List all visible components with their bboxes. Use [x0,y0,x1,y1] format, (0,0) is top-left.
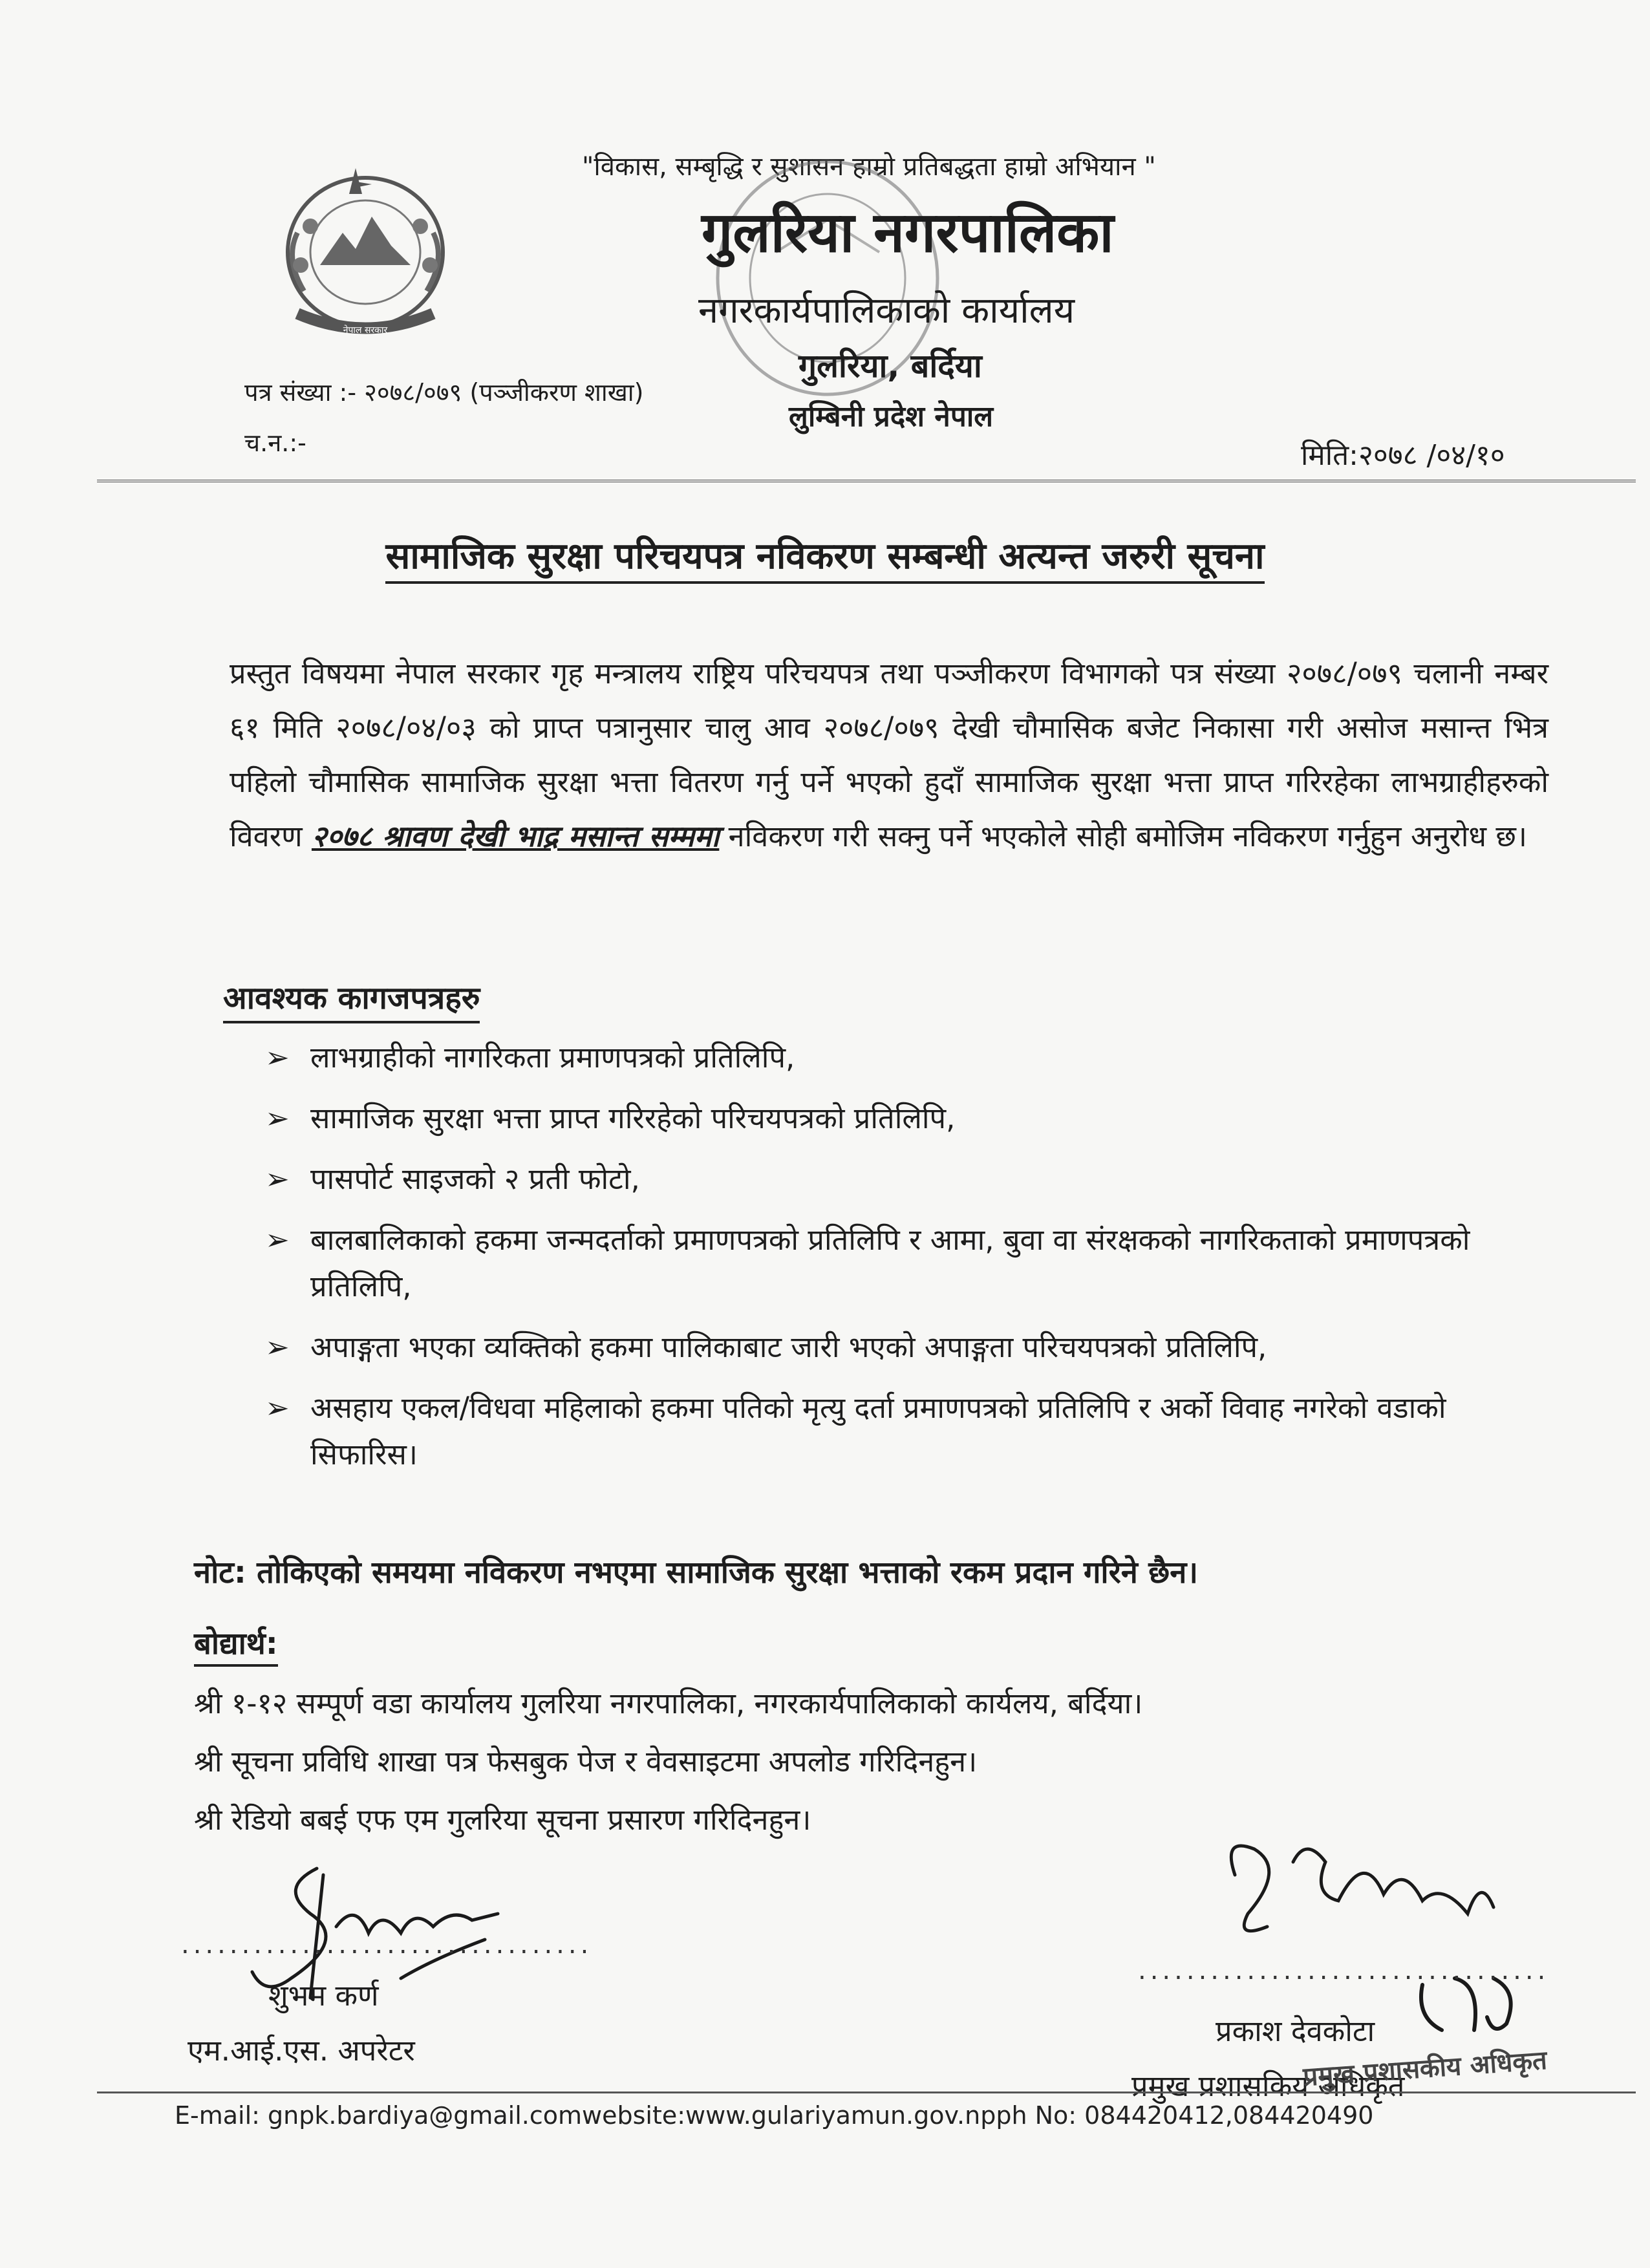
signatory-left-title: एम.आई.एस. अपरेटर [188,2033,415,2068]
arrow-bullet-icon: ➢ [265,1330,290,1364]
notice-title: सामाजिक सुरक्षा परिचयपत्र नविकरण सम्बन्धी अत्यन्त जरुरी सूचना [0,530,1650,579]
required-documents-title: आवश्यक कागजपत्रहरु [223,976,480,1023]
arrow-bullet-icon: ➢ [265,1223,290,1257]
list-item: ➢ सामाजिक सुरक्षा भत्ता प्राप्त गरिरहेको परिचयपत्रको प्रतिलिपि, [265,1095,1552,1142]
signature-line-left: .................................. [181,1930,593,1960]
signatory-right-name: प्रकाश देवकोटा [1216,2014,1375,2048]
arrow-bullet-icon: ➢ [265,1040,290,1075]
required-documents-list [265,1034,1552,1492]
cc-item: श्री रेडियो बबई एफ एम गुलरिया सूचना प्रसारण गरिदिनहुन। [194,1803,811,1837]
office-province: लुम्बिनी प्रदेश नेपाल [789,400,994,433]
list-item: ➢ असहाय एकल/विधवा महिलाको हकमा पतिको मृत्यु दर्ता प्रमाणपत्रको प्रतिलिपि र अर्को विवाह नगरेको वडाको सिफारिस। [265,1385,1552,1478]
list-item: ➢ बालबालिकाको हकमा जन्मदर्ताको प्रमाणपत्रको प्रतिलिपि र आमा, बुवा वा संरक्षकको नागरिकताको प्रमाणपत्रको प्रतिलिपि, [265,1217,1552,1310]
header-divider [97,480,1636,482]
arrow-bullet-icon: ➢ [265,1162,290,1196]
svg-text:नेपाल सरकार: नेपाल सरकार [343,325,388,336]
cc-item: श्री १-१२ सम्पूर्ण वडा कार्यालय गुलरिया नगरपालिका, नगरकार्यपालिकाको कार्यलय, बर्दिया। [194,1686,1143,1720]
dispatch-number: च.न.:- [244,429,306,457]
signatory-left-name: शुभम कर्ण [268,1978,379,2013]
renewal-deadline: २०७८ श्रावण देखी भाद्र मसान्त सम्ममा [311,819,720,853]
cc-item: श्री सूचना प्रविधि शाखा पत्र फेसबुक पेज र वेवसाइटमा अपलोड गरिदिनहुन। [194,1744,978,1779]
arrow-bullet-icon: ➢ [265,1391,290,1425]
footer-divider [97,2091,1636,2093]
office-name: गुलरिया नगरपालिका [702,200,1114,265]
list-item: ➢ पासपोर्ट साइजको २ प्रती फोटो, [265,1156,1552,1203]
slogan: "विकास, सम्बृद्धि र सुशासन हाम्रो प्रतिबद्धता हाम्रो अभियान " [582,152,1156,182]
office-address: गुलरिया, बर्दिया [798,347,982,385]
list-item: ➢ लाभग्राहीको नागरिकता प्रमाणपत्रको प्रतिलिपि, [265,1034,1552,1081]
signature-line-right: .................................. [1138,1956,1550,1985]
office-subtitle: नगरकार्यपालिकाको कार्यालय [698,290,1075,332]
notice-body: प्रस्तुत विषयमा नेपाल सरकार गृह मन्त्रालय राष्ट्रिय परिचयपत्र तथा पञ्जीकरण विभागको पत्र संख्या २०७८/०७९ चलानी नम्बर ६१ मिति २०७८/०४/०३ को प्राप्त पत्रानुसार चालु आव २०७८/०७९ देखी चौमासिक बजेट निकासा गरी असोज मसान्त भित्र पहिलो चौमासिक सामाजिक सुरक्षा भत्ता वितरण गर्नु पर्ने भएको हुदाँ सामाजिक सुरक्षा भत्ता प्राप्त गरिरहेका लाभग्राहीहरुको विवरण २०७८ श्रावण देखी भाद्र मसान्त सम्ममा नविकरण गरी सक्नु पर्ने भएकोले सोही बमोजिम नविकरण गर्नुहुन अनुरोध छ। [230,656,1548,853]
signatory-right-title: प्रमुख प्रशासकिय अधिकृत [1131,2069,1405,2103]
official-stamp: प्रमुख प्रशासकीय अधिकृत [1302,2045,1548,2093]
arrow-bullet-icon: ➢ [265,1101,290,1135]
cc-title: बोद्यार्थ: [194,1621,278,1667]
reference-number: पत्र संख्या :- २०७८/०७९ (पञ्जीकरण शाखा) [244,378,644,407]
notice-note: नोट: तोकिएको समयमा नविकरण नभएमा सामाजिक सुरक्षा भत्ताको रकम प्रदान गरिने छैन। [194,1555,1199,1590]
national-emblem-icon [259,155,472,356]
letter-date: मिति:२०७८ /०४/१० [1301,439,1505,472]
list-item: ➢ अपाङ्गता भएका व्यक्तिको हकमा पालिकाबाट जारी भएको अपाङ्गता परिचयपत्रको प्रतिलिपि, [265,1324,1552,1371]
footer-contact: E-mail: gnpk.bardiya@gmail.comwebsite:www.gulariyamun.gov.npph No: 084420412,084420490 [175,2101,1374,2130]
